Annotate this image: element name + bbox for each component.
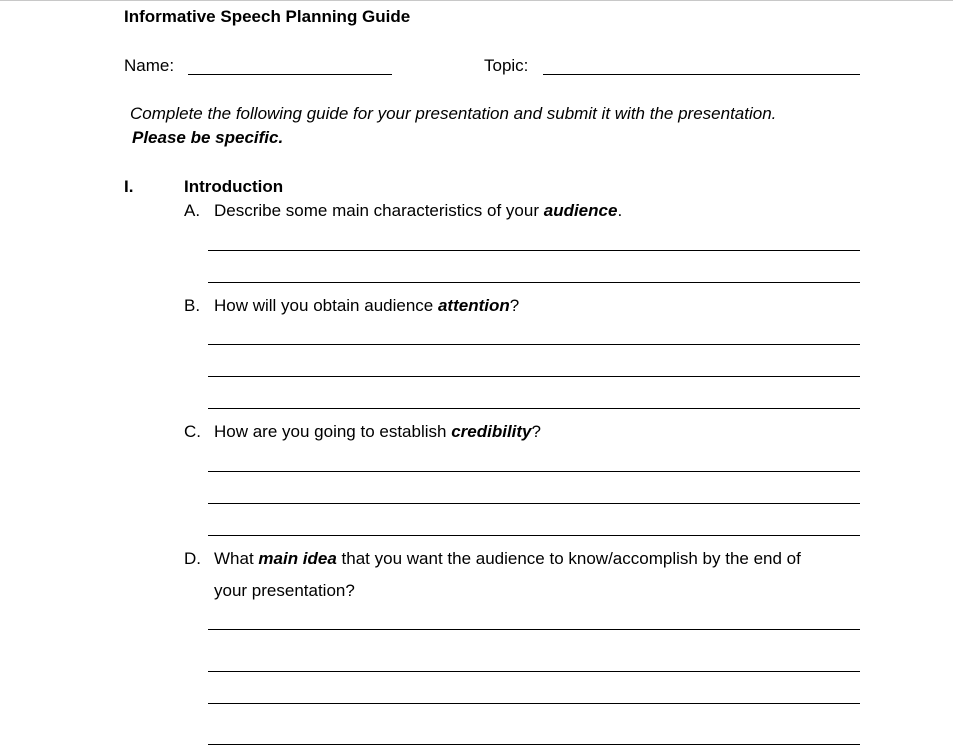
question-attention: How will you obtain audience attention? <box>214 296 520 315</box>
document-title: Informative Speech Planning Guide <box>124 7 411 26</box>
name-label: Name: <box>124 56 175 75</box>
keyword-audience: audience <box>543 201 618 220</box>
answer-line[interactable] <box>208 671 860 672</box>
keyword-attention: attention <box>437 296 510 315</box>
question-main-idea-continued: your presentation? <box>214 581 355 600</box>
answer-line[interactable] <box>208 535 860 536</box>
topic-label: Topic: <box>484 56 529 75</box>
top-border <box>0 0 953 1</box>
answer-line[interactable] <box>208 376 860 377</box>
answer-line[interactable] <box>208 629 860 630</box>
keyword-credibility: credibility <box>451 422 532 441</box>
item-letter-a: A. <box>184 201 201 220</box>
answer-line[interactable] <box>208 744 860 745</box>
item-letter-d: D. <box>184 549 201 568</box>
answer-line[interactable] <box>208 471 860 472</box>
instructions-emphasis: Please be specific. <box>132 128 284 147</box>
name-field-line[interactable] <box>188 74 392 75</box>
answer-line[interactable] <box>208 703 860 704</box>
instructions-text: Complete the following guide for your presentation and submit it with the presentation. <box>130 104 777 123</box>
question-audience: Describe some main characteristics of your audience. <box>214 201 623 220</box>
section-heading: Introduction <box>184 177 284 196</box>
answer-line[interactable] <box>208 250 860 251</box>
item-letter-b: B. <box>184 296 201 315</box>
keyword-main-idea: main idea <box>258 549 337 568</box>
item-letter-c: C. <box>184 422 201 441</box>
question-main-idea: What main idea that you want the audience to know/accomplish by the end of <box>214 549 801 568</box>
answer-line[interactable] <box>208 503 860 504</box>
answer-line[interactable] <box>208 344 860 345</box>
answer-line[interactable] <box>208 282 860 283</box>
topic-field-line[interactable] <box>543 74 860 75</box>
section-numeral: I. <box>124 177 134 196</box>
question-credibility: How are you going to establish credibility? <box>214 422 541 441</box>
answer-line[interactable] <box>208 408 860 409</box>
